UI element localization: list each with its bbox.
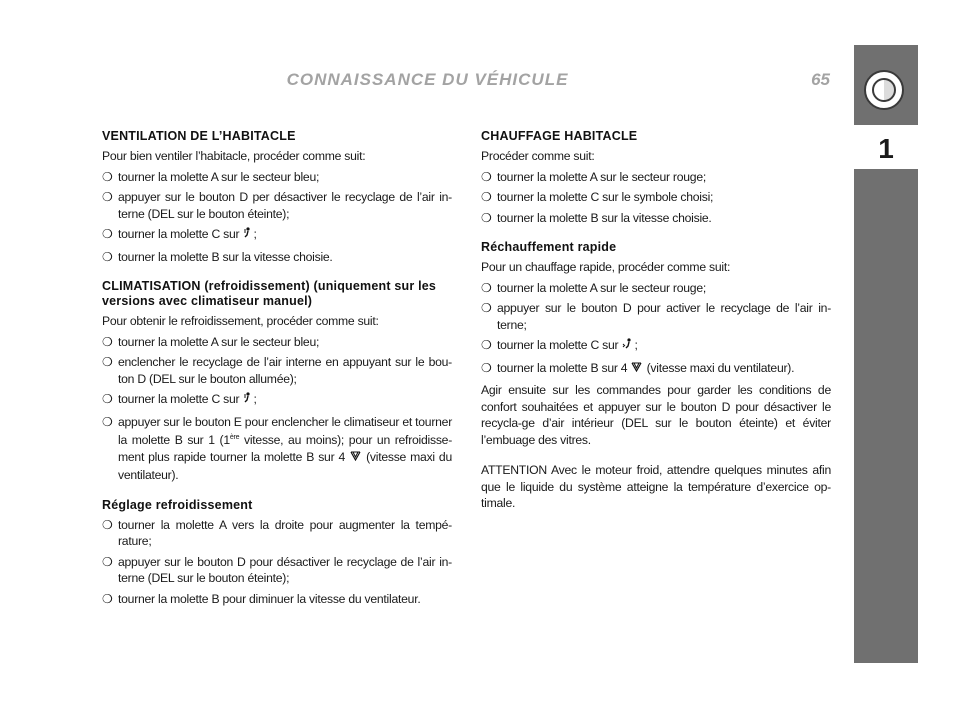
bullet-icon: ❍ — [481, 169, 492, 184]
bullet-icon: ❍ — [102, 392, 113, 406]
section-intro: Procéder comme suit: — [481, 149, 595, 163]
list-item: ❍ tourner la molette B pour diminuer la vitesse du ventilateur. — [102, 591, 421, 606]
brand-logo-icon — [864, 70, 904, 110]
section-intro: Pour bien ventiler l’habitacle, procéder comme suit: — [102, 149, 366, 163]
list-item: ❍ enclencher le recyclage de l’air interne en appuyant sur le bou-ton D (DEL sur le bouton allumée); — [102, 355, 452, 386]
chapter-tab — [854, 125, 918, 169]
list-item: ❍ tourner la molette A sur le secteur bleu; — [102, 169, 320, 184]
warning-paragraph: ATTENTION Avec le moteur froid, attendre quelques minutes afin que le liquide du système atteigne la température d’exercice op-timale. — [481, 463, 831, 510]
list-item: ❍ tourner la molette C sur ; — [481, 337, 831, 356]
bullet-icon: ❍ — [102, 249, 113, 264]
bullet-icon: ❍ — [102, 227, 113, 241]
list-item: ❍ tourner la molette B sur la vitesse choisie. — [102, 249, 333, 264]
fan-speed-4-icon — [350, 451, 361, 468]
list-item: ❍ tourner la molette A sur le secteur rouge; — [481, 280, 706, 295]
section-heading: Réglage refroidissement — [102, 497, 253, 512]
section-heading: CHAUFFAGE HABITACLE — [481, 129, 638, 143]
list-item: ❍ tourner la molette A sur le secteur bleu; — [102, 334, 320, 349]
bullet-icon: ❍ — [481, 301, 492, 315]
face-ventilation-icon — [243, 392, 252, 410]
bullet-icon: ❍ — [481, 338, 492, 352]
section-heading: VENTILATION DE L’HABITACLE — [102, 129, 296, 143]
section-intro: Pour un chauffage rapide, procéder comme suit: — [481, 260, 731, 274]
section-intro: Pour obtenir le refroidissement, procéder comme suit: — [102, 314, 379, 328]
bullet-icon: ❍ — [481, 190, 492, 204]
paragraph: Agir ensuite sur les commandes pour garder les conditions de confort souhaitées et appuyer sur le bouton D pour désactiver le recycla-ge d’air intérieur (DEL sur le bouton éteinte) et éviter l’embuage des vitres. — [481, 383, 831, 447]
section-heading: Réchauffement rapide — [481, 240, 617, 254]
bullet-icon: ❍ — [102, 517, 113, 532]
list-item: ❍ tourner la molette A sur le secteur rouge; — [481, 169, 706, 184]
bullet-icon: ❍ — [102, 334, 113, 349]
list-item: ❍ tourner la molette B sur 4 (vitesse maxi du ventilateur). — [481, 360, 831, 379]
bullet-icon: ❍ — [102, 591, 113, 606]
section-heading: CLIMATISATION (refroidissement) (uniquement sur les versions avec climatiseur manuel) — [102, 279, 437, 308]
fan-speed-4-icon — [631, 362, 642, 379]
bullet-icon: ❍ — [102, 414, 113, 429]
list-item: ❍ appuyer sur le bouton D pour activer le recyclage de l’air in-terne; — [481, 301, 831, 332]
list-item: ❍ appuyer sur le bouton D pour désactiver le recyclage de l’air in-terne (DEL sur le bouton éteinte); — [102, 554, 452, 586]
bullet-icon: ❍ — [481, 280, 492, 295]
list-item: ❍ appuyer sur le bouton D per désactiver le recyclage de l’air in-terne (DEL sur le bouton éteinte); — [102, 190, 452, 221]
list-item: ❍ tourner la molette A vers la droite pour augmenter la tempé-rature; — [102, 517, 452, 549]
bullet-icon: ❍ — [102, 190, 113, 204]
bullet-icon: ❍ — [481, 210, 492, 225]
left-column — [102, 122, 452, 611]
list-item: ❍ tourner la molette B sur la vitesse choisie. — [481, 210, 712, 225]
feet-ventilation-icon — [622, 338, 633, 356]
chapter-number: 1 — [878, 133, 894, 164]
list-item: ❍ tourner la molette C sur le symbole choisi; — [481, 190, 714, 204]
page-header-title: CONNAISSANCE DU VÉHICULE — [286, 70, 569, 89]
right-column — [481, 122, 831, 516]
page-number: 65 — [811, 70, 830, 89]
list-item: ❍ tourner la molette C sur ; — [102, 391, 452, 410]
bullet-icon: ❍ — [102, 169, 113, 184]
bullet-icon: ❍ — [481, 360, 492, 375]
list-item: ❍ appuyer sur le bouton E pour enclencher le climatiseur et tourner la molette B sur 1 (1ère vitesse, au moins); pour un refroidisse-ment plus rapide tourner la molette B sur 4 (vitesse maxi du ventilateur). — [102, 414, 453, 483]
bullet-icon: ❍ — [102, 355, 113, 369]
bullet-icon: ❍ — [102, 554, 113, 569]
face-ventilation-icon — [243, 227, 252, 245]
list-item: ❍ tourner la molette C sur ; — [102, 226, 452, 245]
